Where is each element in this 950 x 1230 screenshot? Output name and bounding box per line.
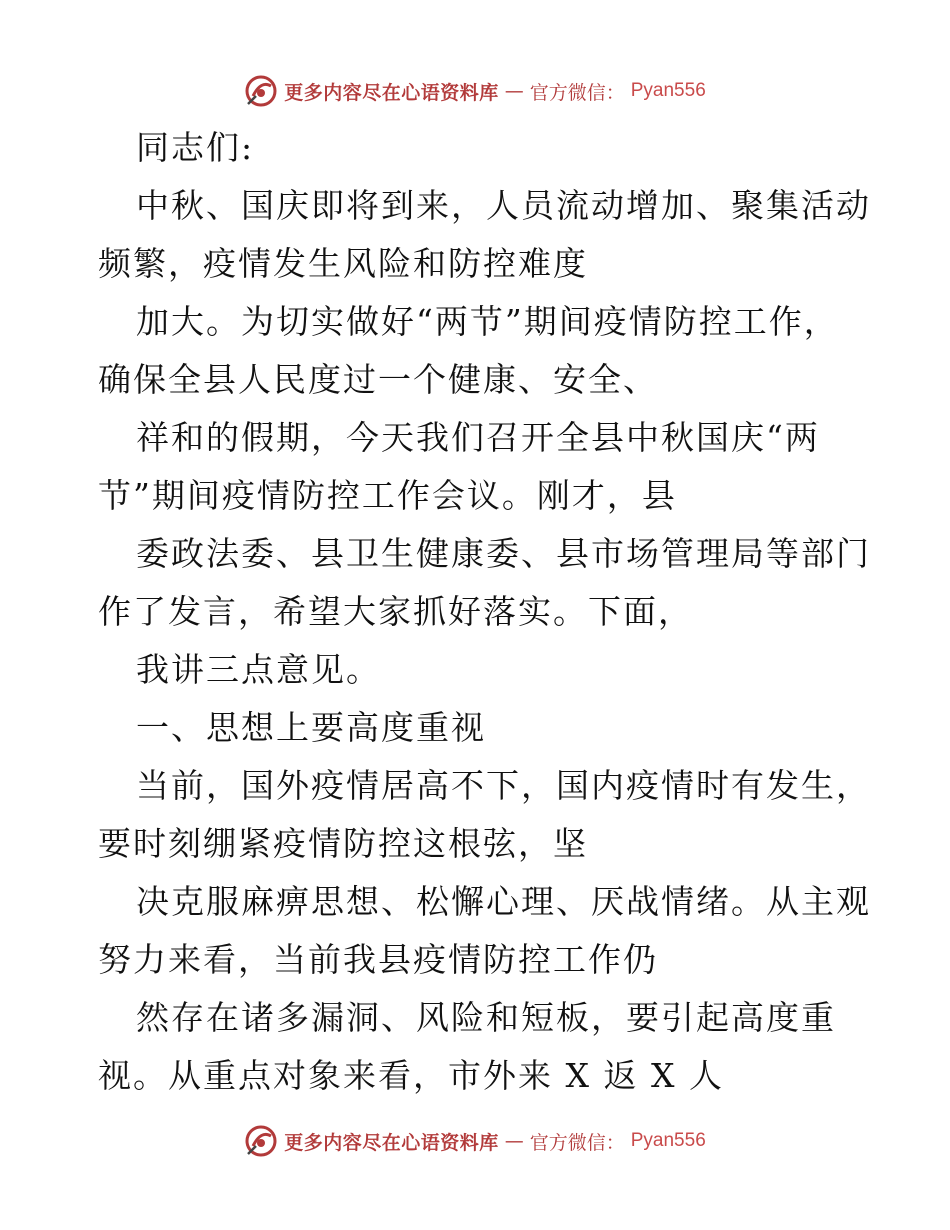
watermark-main-text: 更多内容尽在心语资料库 xyxy=(284,81,499,104)
watermark-separator: — xyxy=(504,80,524,102)
watermark-footer xyxy=(0,1121,950,1161)
watermark-separator: — xyxy=(504,1130,524,1152)
watermark-wechat-id: Pyan556 xyxy=(630,1130,706,1151)
paragraph-line: 中秋、国庆即将到来，人员流动增加、聚集活动 xyxy=(136,186,871,225)
watermark-wechat-label: 官方微信： xyxy=(529,81,625,104)
watermark-main-text: 更多内容尽在心语资料库 xyxy=(284,1131,499,1154)
paragraph-line: 同志们: xyxy=(136,128,255,167)
watermark-wechat-label: 官方微信： xyxy=(529,1131,625,1154)
logo-icon xyxy=(244,74,278,108)
paragraph-line: 视。从重点对象来看，市外来 X 返 X 人 xyxy=(98,1056,724,1095)
paragraph-line: 然存在诸多漏洞、风险和短板，要引起高度重 xyxy=(136,998,836,1037)
paragraph-line: 确保全县人民度过一个健康、安全、 xyxy=(98,360,658,399)
paragraph-line: 作了发言，希望大家抓好落实。下面， xyxy=(98,592,693,631)
paragraph-line: 祥和的假期，今天我们召开全县中秋国庆“两 xyxy=(136,418,820,457)
watermark-wechat-id: Pyan556 xyxy=(630,80,706,101)
paragraph-line: 决克服麻痹思想、松懈心理、厌战情绪。从主观 xyxy=(136,882,871,921)
paragraph-line: 我讲三点意见。 xyxy=(136,650,381,689)
paragraph-line: 加大。为切实做好“两节”期间疫情防控工作， xyxy=(136,302,839,341)
watermark-header xyxy=(0,71,950,111)
section-heading: 一、思想上要高度重视 xyxy=(136,708,486,747)
paragraph-line: 当前，国外疫情居高不下，国内疫情时有发生， xyxy=(136,766,871,805)
paragraph-line: 要时刻绷紧疫情防控这根弦，坚 xyxy=(98,824,588,863)
paragraph-line: 节”期间疫情防控工作会议。刚才，县 xyxy=(98,476,677,515)
logo-icon xyxy=(244,1124,278,1158)
paragraph-line: 频繁，疫情发生风险和防控难度 xyxy=(98,244,588,283)
paragraph-line: 努力来看，当前我县疫情防控工作仍 xyxy=(98,940,658,979)
paragraph-line: 委政法委、县卫生健康委、县市场管理局等部门 xyxy=(136,534,871,573)
